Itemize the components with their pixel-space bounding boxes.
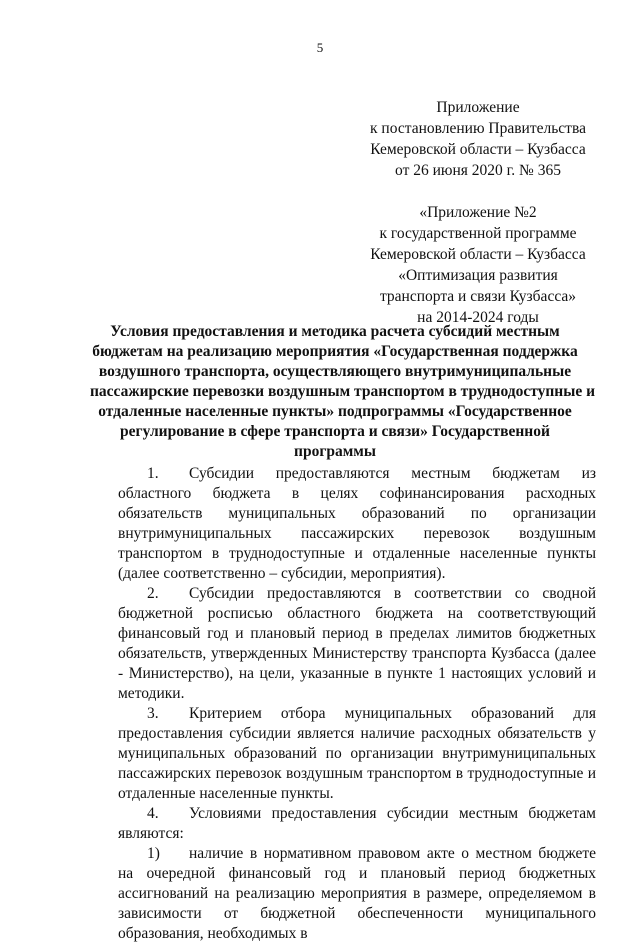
paragraph-text: Критерием отбора муниципальных образований для предоставления субсидии является наличие расходных обязательств у муниципальных образований по организации внутримуниципальных пассажирских перевозок воздушным транспортом в труднодоступные и отдаленные населенные пункты. [118, 705, 596, 802]
appendix-line: Приложение [436, 99, 520, 116]
paragraph-number: 3. [147, 705, 159, 722]
appendix-line: к государственной программе [379, 225, 577, 242]
paragraph-text: Субсидии предоставляются местным бюджетам из областного бюджета в целях софинансирования расходных обязательств муниципальных образований по организации внутримуниципальных пассажирских перевозок воздушным транспортом в труднодоступные и отдаленные населенные пункты (далее соответственно – субсидии, мероприятия). [118, 465, 596, 582]
appendix-line: Кемеровской области – Кузбасса [370, 246, 586, 263]
appendix-line: «Оптимизация развития [398, 267, 558, 284]
paragraph-number: 1. [147, 465, 159, 482]
paragraph-3 [118, 704, 596, 804]
paragraph-text: Условиями предоставления субсидии местным бюджетам являются: [118, 805, 596, 842]
paragraph-4 [118, 804, 596, 844]
appendix-line: на 2014-2024 годы [417, 309, 539, 326]
paragraph-1 [118, 464, 596, 584]
appendix-line: «Приложение №2 [419, 204, 537, 221]
document-title [90, 322, 596, 462]
title-line: отдаленные населенные пункты» подпрограммы «Государственное [98, 403, 572, 420]
title-line: бюджетам на реализацию мероприятия «Государственная поддержка [92, 343, 578, 360]
appendix-state-program [360, 202, 596, 328]
appendix-line: от 26 июня 2020 г. № 365 [395, 162, 561, 179]
title-line: программы [294, 443, 376, 460]
title-line: Условия предоставления и методика расчета субсидий местным [110, 323, 560, 340]
document-body [118, 464, 596, 944]
paragraph-text: Субсидии предоставляются в соответствии со сводной бюджетной росписью областного бюджета на соответствующий финансовый год и плановый период в пределах лимитов бюджетных обязательств, утвержденных Министерству транспорта Кузбасса (далее - Министерство), на цели, указанные в пункте 1 настоящих условий и методики. [118, 585, 596, 702]
title-line: регулирование в сфере транспорта и связи» Государственной [120, 423, 550, 440]
paragraph-number: 4. [147, 805, 159, 822]
page-number: 5 [316, 40, 324, 55]
paragraph-number: 2. [147, 585, 159, 602]
title-line: пассажирские перевозки воздушным транспортом в труднодоступные и [90, 383, 596, 400]
paragraph-4-1 [118, 844, 596, 944]
appendix-line: Кемеровской области – Кузбасса [370, 141, 586, 158]
paragraph-2 [118, 584, 596, 704]
paragraph-text: наличие в нормативном правовом акте о местном бюджете на очередной финансовый год и плановый период бюджетных ассигнований на реализацию мероприятия в размере, определяемом в зависимости от бюджетной обеспеченности муниципального образования, необходимых в [118, 845, 596, 942]
appendix-government-decree [360, 97, 596, 181]
title-line: воздушного транспорта, осуществляющего внутримуниципальные [98, 363, 572, 380]
paragraph-number: 1) [147, 845, 160, 862]
appendix-line: транспорта и связи Кузбасса» [379, 288, 577, 305]
appendix-line: к постановлению Правительства [370, 120, 586, 137]
